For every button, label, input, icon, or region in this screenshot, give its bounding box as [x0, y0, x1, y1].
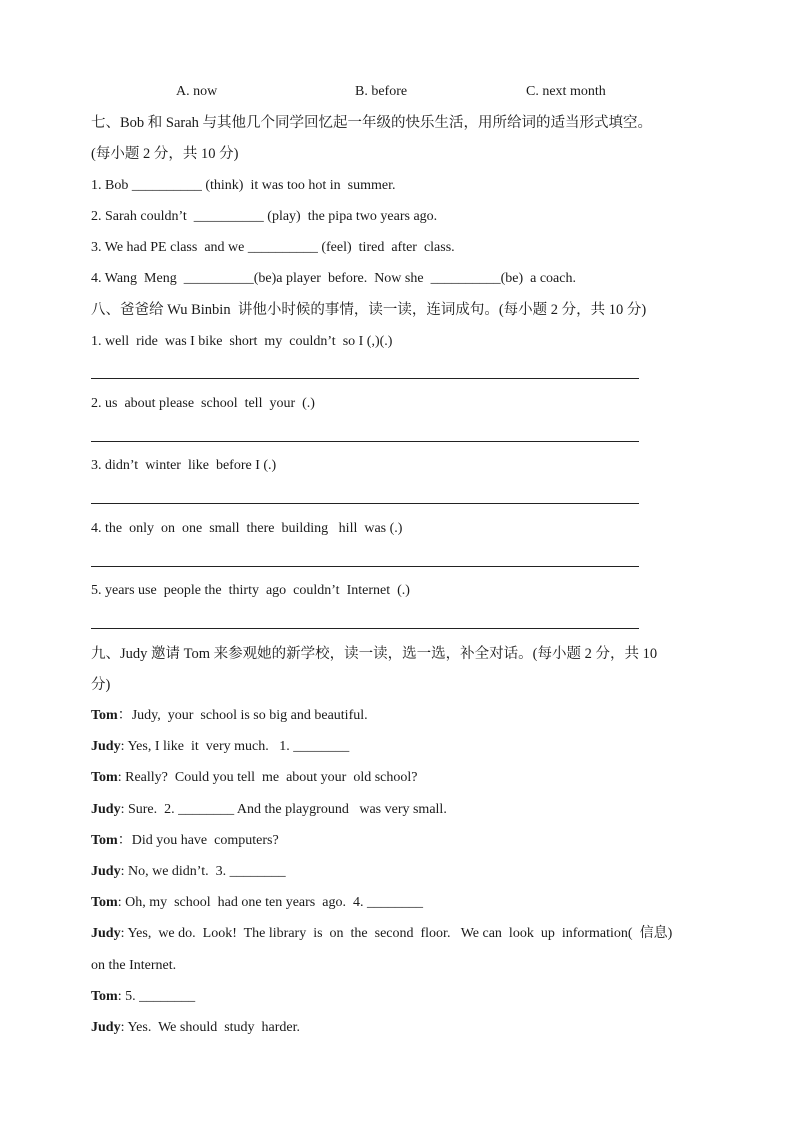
- speaker-separator: :: [120, 926, 128, 941]
- speaker-name: Tom: [91, 833, 118, 848]
- dialogue-line: [91, 737, 349, 757]
- speaker-separator: ：: [117, 833, 132, 848]
- dialogue-text: Yes, I like it very much. 1. ________: [127, 739, 350, 754]
- dialogue-line: [91, 924, 672, 944]
- speaker-name: Judy: [91, 864, 121, 879]
- section7-heading-cont: (每小题 2 分，共 10 分): [91, 146, 239, 162]
- section7-item-3: 3. We had PE class and we __________ (feel) tired after class.: [91, 240, 455, 255]
- section7-item-2: 2. Sarah couldn’t __________ (play) the pipa two years ago.: [91, 209, 438, 224]
- answer-line-1: [91, 378, 639, 379]
- speaker-name: Tom: [91, 989, 118, 1004]
- section7-item-1: 1. Bob __________ (think) it was too hot in summer.: [91, 178, 396, 193]
- answer-line-3: [91, 503, 639, 504]
- speaker-separator: :: [120, 739, 128, 754]
- dialogue-text: 5. ________: [125, 989, 196, 1004]
- speaker-name: Tom: [91, 770, 118, 785]
- speaker-name: Judy: [91, 802, 121, 817]
- answer-line-4: [91, 566, 639, 567]
- section7-item-4: 4. Wang Meng __________(be)a player before. Now she __________(be) a coach.: [91, 271, 576, 286]
- speaker-separator: :: [117, 989, 126, 1004]
- speaker-separator: :: [117, 895, 126, 910]
- speaker-name: Judy: [91, 739, 121, 754]
- section8-item-2: 2. us about please school tell your (.): [91, 396, 315, 411]
- dialogue-text: on the Internet.: [91, 958, 177, 973]
- dialogue-line-continuation: [91, 956, 176, 976]
- section8-item-4: 4. the only on one small there building hill was (.): [91, 521, 403, 536]
- section9-heading: 九、Judy 邀请 Tom 来参观她的新学校，读一读，选一选，补全对话。(每小题 2 分，共 10: [91, 646, 658, 662]
- dialogue-line: [91, 706, 368, 726]
- speaker-separator: :: [120, 1020, 128, 1035]
- dialogue-text: Yes. We should study harder.: [127, 1020, 301, 1035]
- dialogue-text: Judy, your school is so big and beautiful.: [131, 708, 368, 723]
- dialogue-text: Really? Could you tell me about your old school?: [125, 770, 418, 785]
- section8-item-5: 5. years use people the thirty ago couldn’t Internet (.): [91, 583, 410, 598]
- dialogue-line: [91, 987, 195, 1007]
- dialogue-line: [91, 862, 286, 882]
- dialogue-text: Did you have computers?: [131, 833, 279, 848]
- section8-heading: 八、爸爸给 Wu Binbin 讲他小时候的事情，读一读，连词成句。(每小题 2 分，共 10 分): [91, 302, 647, 318]
- section9-heading-cont: 分): [91, 677, 111, 693]
- dialogue-text: Sure. 2. ________ And the playground was very small.: [127, 802, 447, 817]
- option-c: C. next month: [526, 84, 606, 99]
- answer-line-2: [91, 441, 639, 442]
- dialogue-line: [91, 893, 423, 913]
- dialogue-line: [91, 831, 279, 851]
- speaker-separator: ：: [117, 708, 132, 723]
- speaker-separator: :: [117, 770, 126, 785]
- dialogue-line: [91, 800, 447, 820]
- speaker-name: Tom: [91, 708, 118, 723]
- dialogue-line: [91, 1018, 300, 1038]
- dialogue-text: Oh, my school had one ten years ago. 4. ________: [125, 895, 423, 910]
- section8-item-1: 1. well ride was I bike short my couldn’t so I (,)(.): [91, 334, 393, 349]
- section8-item-3: 3. didn’t winter like before I (.): [91, 458, 277, 473]
- speaker-name: Judy: [91, 926, 121, 941]
- option-a: A. now: [176, 84, 218, 99]
- speaker-separator: :: [120, 864, 128, 879]
- dialogue-text: No, we didn’t. 3. ________: [127, 864, 286, 879]
- dialogue-line: [91, 768, 418, 788]
- dialogue-text: Yes, we do. Look! The library is on the second floor. We can look up information( 信息): [127, 926, 673, 941]
- speaker-separator: :: [120, 802, 128, 817]
- section7-heading: 七、Bob 和 Sarah 与其他几个同学回忆起一年级的快乐生活，用所给词的适当形式填空。: [91, 115, 653, 131]
- speaker-name: Tom: [91, 895, 118, 910]
- answer-line-5: [91, 628, 639, 629]
- option-b: B. before: [355, 84, 408, 99]
- speaker-name: Judy: [91, 1020, 121, 1035]
